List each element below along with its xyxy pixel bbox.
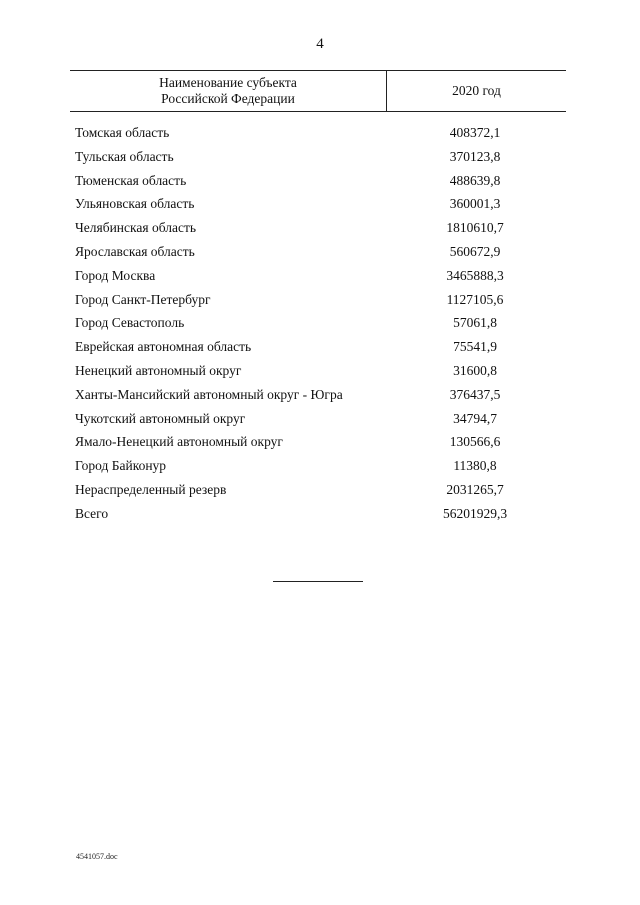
table-row — [75, 216, 535, 240]
row-subject-name: Город Байконур — [75, 458, 167, 474]
row-subject-name: Город Севастополь — [75, 315, 185, 331]
table-row — [75, 311, 535, 335]
row-value: 31600,8 — [453, 362, 497, 378]
row-value: 376437,5 — [449, 386, 501, 402]
row-subject-name: Тюменская область — [75, 172, 187, 188]
table-row — [75, 359, 535, 383]
row-value: 1810610,7 — [446, 220, 504, 236]
row-value: 3465888,3 — [446, 267, 504, 283]
row-subject-name: Челябинская область — [75, 220, 197, 236]
row-subject-name: Еврейская автономная область — [75, 339, 252, 355]
table-row — [75, 478, 535, 502]
table-row — [75, 288, 535, 312]
row-value: 488639,8 — [449, 172, 501, 188]
row-value: 560672,9 — [449, 243, 501, 259]
row-subject-name: Город Санкт-Петербург — [75, 291, 211, 307]
row-value: 130566,6 — [449, 434, 501, 450]
row-value: 75541,9 — [453, 339, 497, 355]
table-row-total — [75, 502, 535, 526]
row-value: 34794,7 — [453, 410, 497, 426]
table-row — [75, 240, 535, 264]
row-subject-name: Ульяновская область — [75, 196, 195, 212]
row-subject-name: Нераспределенный резерв — [75, 481, 227, 497]
row-subject-name: Тульская область — [75, 148, 174, 164]
row-subject-name: Томская область — [75, 125, 170, 140]
row-subject-name: Чукотский автономный округ — [75, 410, 246, 426]
table-row — [75, 192, 535, 216]
end-divider — [273, 581, 363, 582]
row-value: 1127105,6 — [446, 291, 504, 307]
table-header — [70, 70, 566, 112]
table-row — [75, 169, 535, 193]
row-subject-name: Ямало-Ненецкий автономный округ — [75, 434, 283, 450]
row-subject-name: Ханты-Мансийский автономный округ - Югра — [75, 386, 343, 402]
row-value: 370123,8 — [449, 148, 501, 164]
table-row — [75, 407, 535, 431]
row-value: 360001,3 — [449, 196, 501, 212]
table-row — [75, 264, 535, 288]
page-number: 4 — [316, 36, 324, 52]
document-filename: 4541057.doc — [76, 852, 118, 861]
header-subject-line1: Наименование субъекта — [159, 75, 297, 90]
header-year-column: 2020 год — [452, 83, 501, 98]
table-row — [75, 383, 535, 407]
row-subject-name: Город Москва — [75, 267, 156, 283]
row-value: 11380,8 — [453, 458, 497, 474]
header-subject-column — [70, 71, 387, 111]
header-subject-line2: Российской Федерации — [161, 91, 295, 106]
table-body — [75, 121, 535, 526]
table-row — [75, 454, 535, 478]
row-value: 2031265,7 — [446, 481, 504, 497]
row-subject-name: Всего — [75, 505, 109, 521]
row-subject-name: Ненецкий автономный округ — [75, 362, 242, 378]
table-row — [75, 430, 535, 454]
row-value: 56201929,3 — [442, 505, 508, 521]
row-subject-name: Ярославская область — [75, 243, 195, 259]
table-row — [75, 121, 535, 145]
row-value: 57061,8 — [453, 315, 497, 331]
row-value: 408372,1 — [449, 125, 501, 140]
table-row — [75, 335, 535, 359]
table-row — [75, 145, 535, 169]
